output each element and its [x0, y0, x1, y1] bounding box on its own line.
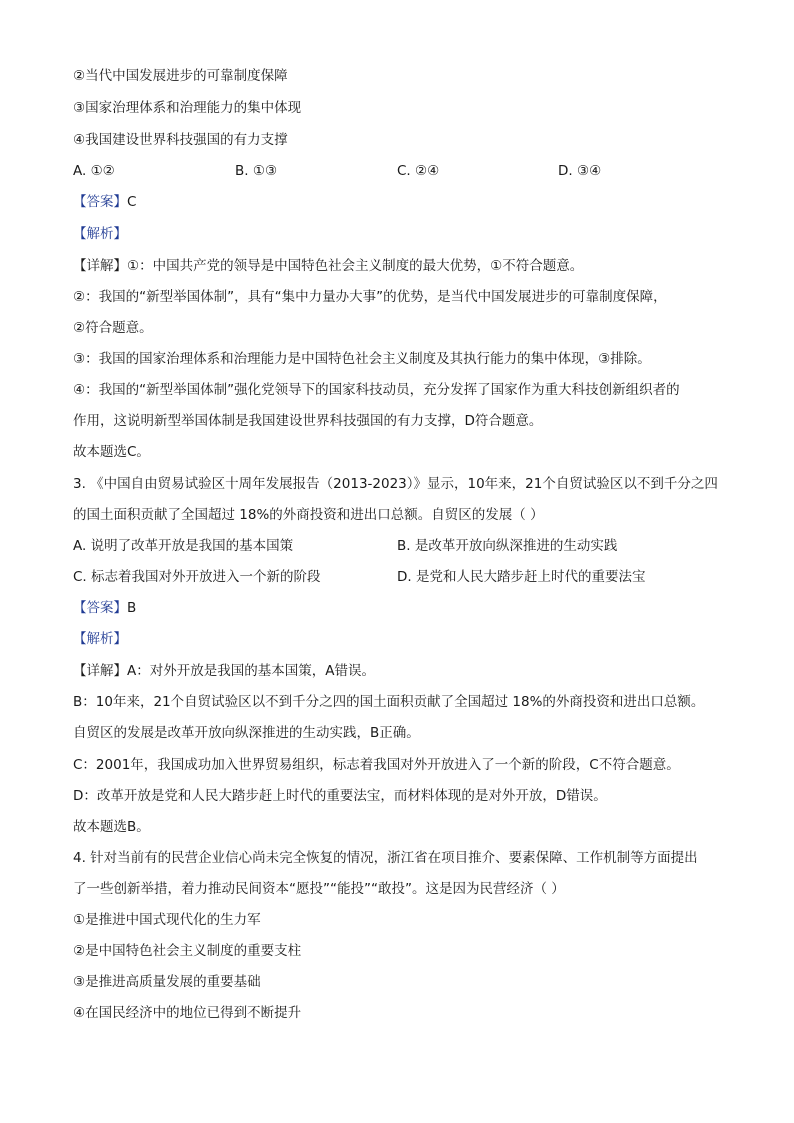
q3-stem-line: 3. 《中国自由贸易试验区十周年发展报告（2013-2023）》显示，10年来，21个自贸试验区以不到千分之四 [73, 476, 718, 492]
q3-analysis-label: 【解析】 [73, 631, 127, 647]
q3-explanation-line: 自贸区的发展是改革开放向纵深推进的生动实践，B正确。 [73, 725, 420, 741]
answer-label: 【答案】 [73, 600, 127, 616]
q3-option-a: A. 说明了改革开放是我国的基本国策 [73, 538, 294, 554]
answer-value: C [127, 194, 137, 210]
q2-item-4: ④我国建设世界科技强国的有力支撑 [73, 132, 288, 148]
q2-explanation-line: 【详解】①：中国共产党的领导是中国特色社会主义制度的最大优势，①不符合题意。 [73, 258, 584, 274]
q4-item-2: ②是中国特色社会主义制度的重要支柱 [73, 943, 302, 959]
q3-explanation-line: D：改革开放是党和人民大踏步赶上时代的重要法宝，而材料体现的是对外开放，D错误。 [73, 788, 607, 804]
q2-answer [73, 193, 136, 211]
q3-explanation-line: B：10年来，21个自贸试验区以不到千分之四的国土面积贡献了全国超过 18%的外商投资和进出口总额。 [73, 694, 705, 710]
q4-item-4: ④在国民经济中的地位已得到不断提升 [73, 1005, 302, 1021]
q2-explanation-line: ③：我国的国家治理体系和治理能力是中国特色社会主义制度及其执行能力的集中体现，③排除。 [73, 351, 651, 367]
q2-explanation-line: ②：我国的“新型举国体制”，具有“集中力量办大事”的优势，是当代中国发展进步的可靠制度保障， [73, 289, 667, 305]
q2-analysis-label: 【解析】 [73, 226, 127, 242]
q4-stem-line: 4. 针对当前有的民营企业信心尚未完全恢复的情况，浙江省在项目推介、要素保障、工作机制等方面提出 [73, 850, 698, 866]
q2-item-2: ②当代中国发展进步的可靠制度保障 [73, 68, 288, 84]
q4-stem-line: 了一些创新举措，着力推动民间资本“愿投”“能投”“敢投”。这是因为民营经济（ ） [73, 881, 565, 897]
q4-item-3: ③是推进高质量发展的重要基础 [73, 974, 261, 990]
q2-explanation-line: ④：我国的“新型举国体制”强化党领导下的国家科技动员，充分发挥了国家作为重大科技创新组织者的 [73, 382, 680, 398]
answer-label: 【答案】 [73, 194, 127, 210]
q3-option-c: C. 标志着我国对外开放进入一个新的阶段 [73, 569, 321, 585]
q2-option-d: D. ③④ [558, 163, 602, 179]
q2-option-b: B. ①③ [235, 163, 278, 179]
answer-value: B [127, 600, 137, 616]
q2-explanation-line: 作用，这说明新型举国体制是我国建设世界科技强国的有力支撑，D符合题意。 [73, 413, 543, 429]
q3-explanation-line: C：2001年，我国成功加入世界贸易组织，标志着我国对外开放进入了一个新的阶段，C不符合题意。 [73, 757, 680, 773]
q3-option-b: B. 是改革开放向纵深推进的生动实践 [397, 538, 618, 554]
q3-answer [73, 599, 136, 617]
q2-item-3: ③国家治理体系和治理能力的集中体现 [73, 100, 302, 116]
q2-option-c: C. ②④ [397, 163, 440, 179]
q2-conclusion: 故本题选C。 [73, 444, 150, 460]
q2-option-a: A. ①② [73, 163, 115, 179]
q4-item-1: ①是推进中国式现代化的生力军 [73, 912, 261, 928]
q3-conclusion: 故本题选B。 [73, 819, 150, 835]
q2-explanation-line: ②符合题意。 [73, 320, 153, 336]
q3-option-d: D. 是党和人民大踏步赶上时代的重要法宝 [397, 569, 646, 585]
q3-explanation-line: 【详解】A：对外开放是我国的基本国策，A错误。 [73, 663, 375, 679]
q3-stem-line: 的国土面积贡献了全国超过 18%的外商投资和进出口总额。自贸区的发展（ ） [73, 507, 544, 523]
